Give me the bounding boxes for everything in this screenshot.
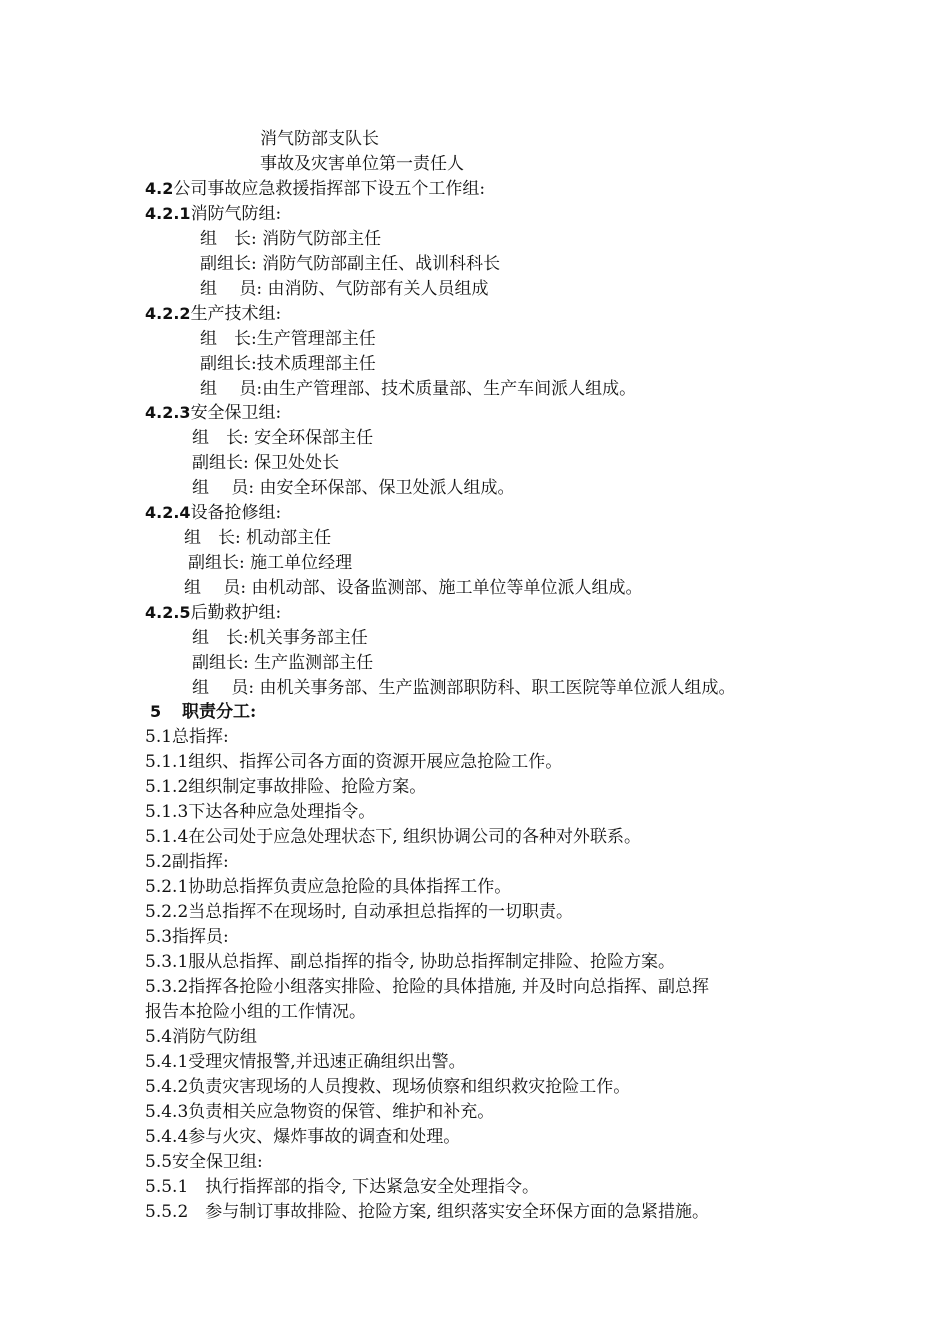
paragraph-line: 5.2.1协助总指挥负责应急抢险的具体指挥工作。	[145, 877, 512, 897]
paragraph-line: 5.1.2组织制定事故排险、抢险方案。	[145, 777, 427, 797]
section-heading-4-2	[145, 177, 485, 201]
section-heading-4-2-3	[145, 401, 281, 425]
paragraph-line: 5.5安全保卫组:	[145, 1152, 263, 1172]
section-number: 4.2.5	[145, 603, 191, 622]
paragraph-line: 报告本抢险小组的工作情况。	[145, 1002, 366, 1022]
paragraph-line: 5.1.1组织、指挥公司各方面的资源开展应急抢险工作。	[145, 752, 563, 772]
role-line: 副组长: 生产监测部主任	[192, 653, 374, 673]
role-line: 副组长: 保卫处处长	[192, 453, 340, 473]
section-number: 4.2	[145, 179, 174, 198]
section-title: 消防气防组:	[190, 204, 282, 224]
role-line: 组 员: 由机动部、设备监测部、施工单位等单位派人组成。	[184, 578, 643, 598]
role-line: 组 长:生产管理部主任	[200, 329, 376, 349]
paragraph-line: 5.5.2 参与制订事故排险、抢险方案, 组织落实安全环保方面的急紧措施。	[145, 1202, 710, 1222]
role-line: 组 长: 机动部主任	[184, 528, 332, 548]
section-heading-5	[150, 700, 256, 724]
role-line: 组 长:机关事务部主任	[192, 628, 368, 648]
role-line: 副组长:技术质理部主任	[200, 354, 376, 374]
section-heading-4-2-5	[145, 601, 281, 625]
role-line: 组 员: 由机关事务部、生产监测部职防科、职工医院等单位派人组成。	[192, 678, 736, 698]
role-line: 组 长: 消防气防部主任	[200, 229, 382, 249]
paragraph-line: 5.1总指挥:	[145, 727, 229, 747]
role-line: 组 员: 由安全环保部、保卫处派人组成。	[192, 478, 515, 498]
paragraph-line: 5.2副指挥:	[145, 852, 229, 872]
paragraph-line: 5.1.4在公司处于应急处理状态下, 组织协调公司的各种对外联系。	[145, 827, 642, 847]
paragraph-line: 5.4.3负责相关应急物资的保管、维护和补充。	[145, 1102, 495, 1122]
section-title: 公司事故应急救援指挥部下设五个工作组:	[173, 179, 486, 199]
section-number: 4.2.3	[145, 403, 191, 422]
section-number: 4.2.2	[145, 304, 191, 323]
section-title: 生产技术组:	[190, 304, 282, 324]
role-line: 组 员: 由消防、气防部有关人员组成	[200, 279, 489, 299]
paragraph-line: 5.4.1受理灾情报警,并迅速正确组织出警。	[145, 1052, 466, 1072]
paragraph-line: 5.3.2指挥各抢险小组落实排险、抢险的具体措施, 并及时向总指挥、副总挥	[145, 977, 710, 997]
paragraph-line: 5.2.2当总指挥不在现场时, 自动承担总指挥的一切职责。	[145, 902, 574, 922]
section-number: 4.2.1	[145, 204, 191, 223]
paragraph-line: 5.4.4参与火灾、爆炸事故的调查和处理。	[145, 1127, 461, 1147]
paragraph-line: 5.4.2负责灾害现场的人员搜救、现场侦察和组织救灾抢险工作。	[145, 1077, 631, 1097]
section-title: 后勤救护组:	[190, 603, 282, 623]
paragraph-line: 5.5.1 执行指挥部的指令, 下达紧急安全处理指令。	[145, 1177, 540, 1197]
paragraph-line: 5.3指挥员:	[145, 927, 229, 947]
role-line: 副组长: 消防气防部副主任、战训科科长	[200, 254, 501, 274]
section-number: 4.2.4	[145, 503, 191, 522]
section-heading-4-2-1	[145, 202, 281, 226]
text-line: 事故及灾害单位第一责任人	[260, 154, 464, 174]
paragraph-line: 5.3.1服从总指挥、副总指挥的指令, 协助总指挥制定排险、抢险方案。	[145, 952, 676, 972]
role-line: 组 长: 安全环保部主任	[192, 428, 374, 448]
section-heading-4-2-2	[145, 302, 281, 326]
role-line: 组 员:由生产管理部、技术质量部、生产车间派人组成。	[200, 379, 637, 399]
section-title: 安全保卫组:	[190, 403, 282, 423]
section-heading-4-2-4	[145, 501, 281, 525]
paragraph-line: 5.4消防气防组	[145, 1027, 258, 1047]
paragraph-line: 5.1.3下达各种应急处理指令。	[145, 802, 376, 822]
text-line: 消气防部支队长	[260, 129, 379, 149]
section-title: 职责分工:	[182, 702, 257, 722]
role-line: 副组长: 施工单位经理	[188, 553, 353, 573]
section-number: 5	[150, 702, 162, 721]
section-title: 设备抢修组:	[190, 503, 282, 523]
